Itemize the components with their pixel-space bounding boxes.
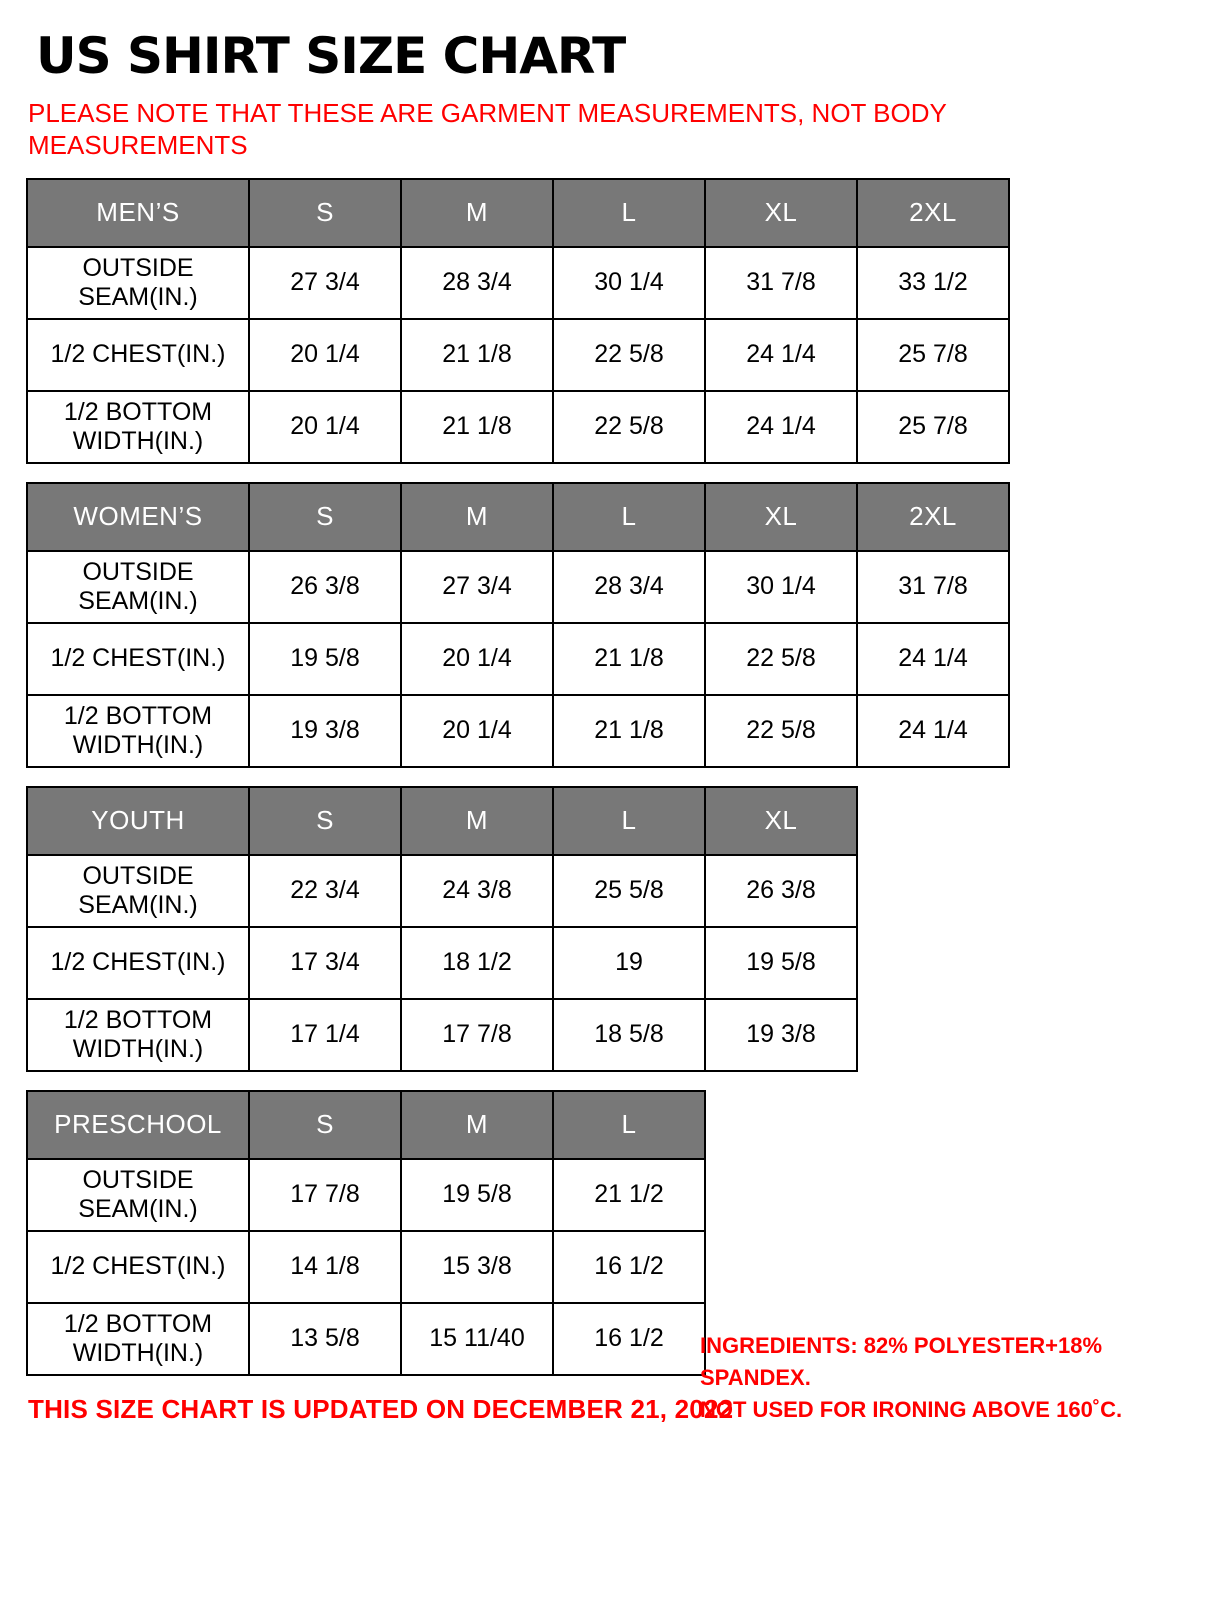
table-category-header: PRESCHOOL [27,1091,249,1159]
column-header-l: L [553,1091,705,1159]
row-label: 1/2 BOTTOM WIDTH(IN.) [27,999,249,1071]
measurement-cell: 16 1/2 [553,1303,705,1375]
measurement-cell: 24 1/4 [857,695,1009,767]
column-header-m: M [401,1091,553,1159]
measurement-cell: 31 7/8 [857,551,1009,623]
column-header-xl: XL [705,483,857,551]
size-table-preschool [26,1090,706,1376]
measurement-cell: 27 3/4 [401,551,553,623]
row-label: 1/2 CHEST(IN.) [27,1231,249,1303]
table-header-row [27,483,1009,551]
measurement-cell: 28 3/4 [553,551,705,623]
table-row [27,927,857,999]
column-header-s: S [249,483,401,551]
measurement-cell: 13 5/8 [249,1303,401,1375]
size-tables-container [26,178,1194,1376]
table-row [27,1159,705,1231]
table-header-row [27,179,1009,247]
measurement-cell: 28 3/4 [401,247,553,319]
table-row [27,855,857,927]
measurement-cell: 14 1/8 [249,1231,401,1303]
measurement-cell: 24 3/8 [401,855,553,927]
table-category-header: MEN’S [27,179,249,247]
measurement-cell: 16 1/2 [553,1231,705,1303]
measurement-cell: 19 [553,927,705,999]
table-row [27,695,1009,767]
page-title: US SHIRT SIZE CHART [36,27,626,85]
table-row [27,1303,705,1375]
ingredients-line: INGREDIENTS: 82% POLYESTER+18% SPANDEX. [700,1333,1103,1390]
row-label: 1/2 BOTTOM WIDTH(IN.) [27,391,249,463]
table-header-row [27,1091,705,1159]
table-row [27,623,1009,695]
measurement-cell: 22 5/8 [553,319,705,391]
table-row [27,551,1009,623]
row-label: 1/2 BOTTOM WIDTH(IN.) [27,695,249,767]
row-label: 1/2 CHEST(IN.) [27,623,249,695]
measurement-cell: 22 5/8 [705,695,857,767]
measurement-cell: 19 3/8 [249,695,401,767]
measurement-cell: 20 1/4 [401,695,553,767]
measurement-cell: 17 7/8 [249,1159,401,1231]
measurement-cell: 22 5/8 [705,623,857,695]
column-header-m: M [401,787,553,855]
size-table-youth [26,786,858,1072]
column-header-2xl: 2XL [857,179,1009,247]
measurement-cell: 25 5/8 [553,855,705,927]
measurement-cell: 22 5/8 [553,391,705,463]
measurement-cell: 20 1/4 [249,319,401,391]
row-label: 1/2 BOTTOM WIDTH(IN.) [27,1303,249,1375]
measurement-cell: 19 5/8 [705,927,857,999]
measurement-cell: 31 7/8 [705,247,857,319]
measurement-cell: 15 11/40 [401,1303,553,1375]
row-label: OUTSIDE SEAM(IN.) [27,1159,249,1231]
table-header-row [27,787,857,855]
table-row [27,999,857,1071]
measurement-cell: 21 1/2 [553,1159,705,1231]
measurement-cell: 18 1/2 [401,927,553,999]
ingredients-footnote [700,1330,1200,1426]
row-label: OUTSIDE SEAM(IN.) [27,551,249,623]
measurement-cell: 17 3/4 [249,927,401,999]
measurement-cell: 22 3/4 [249,855,401,927]
measurement-cell: 30 1/4 [705,551,857,623]
column-header-2xl: 2XL [857,483,1009,551]
row-label: OUTSIDE SEAM(IN.) [27,855,249,927]
measurement-cell: 20 1/4 [401,623,553,695]
column-header-l: L [553,483,705,551]
measurement-cell: 19 5/8 [249,623,401,695]
measurement-cell: 15 3/8 [401,1231,553,1303]
measurement-cell: 17 7/8 [401,999,553,1071]
size-table-mens [26,178,1010,464]
table-row [27,247,1009,319]
table-row [27,1231,705,1303]
size-table-womens [26,482,1010,768]
ironing-line: NOT USED FOR IRONING ABOVE 160˚C. [700,1396,1123,1422]
row-label: OUTSIDE SEAM(IN.) [27,247,249,319]
measurement-cell: 21 1/8 [401,391,553,463]
measurement-cell: 17 1/4 [249,999,401,1071]
measurement-cell: 21 1/8 [553,695,705,767]
column-header-s: S [249,787,401,855]
measurement-cell: 26 3/8 [705,855,857,927]
measurement-cell: 30 1/4 [553,247,705,319]
measurement-cell: 24 1/4 [857,623,1009,695]
column-header-s: S [249,1091,401,1159]
column-header-m: M [401,483,553,551]
measurement-cell: 21 1/8 [553,623,705,695]
measurement-cell: 20 1/4 [249,391,401,463]
column-header-s: S [249,179,401,247]
table-row [27,319,1009,391]
column-header-m: M [401,179,553,247]
measurement-cell: 33 1/2 [857,247,1009,319]
column-header-l: L [553,179,705,247]
row-label: 1/2 CHEST(IN.) [27,927,249,999]
column-header-xl: XL [705,179,857,247]
column-header-xl: XL [705,787,857,855]
measurement-cell: 19 5/8 [401,1159,553,1231]
table-row [27,391,1009,463]
measurement-cell: 25 7/8 [857,319,1009,391]
row-label: 1/2 CHEST(IN.) [27,319,249,391]
measurement-cell: 27 3/4 [249,247,401,319]
updated-date: THIS SIZE CHART IS UPDATED ON DECEMBER 21, 2022 [28,1393,734,1424]
table-category-header: WOMEN’S [27,483,249,551]
measurement-cell: 19 3/8 [705,999,857,1071]
measurement-note: PLEASE NOTE THAT THESE ARE GARMENT MEASUREMENTS, NOT BODY MEASUREMENTS [28,97,947,160]
measurement-cell: 24 1/4 [705,319,857,391]
table-category-header: YOUTH [27,787,249,855]
measurement-cell: 21 1/8 [401,319,553,391]
measurement-cell: 26 3/8 [249,551,401,623]
measurement-cell: 18 5/8 [553,999,705,1071]
measurement-cell: 24 1/4 [705,391,857,463]
column-header-l: L [553,787,705,855]
measurement-cell: 25 7/8 [857,391,1009,463]
